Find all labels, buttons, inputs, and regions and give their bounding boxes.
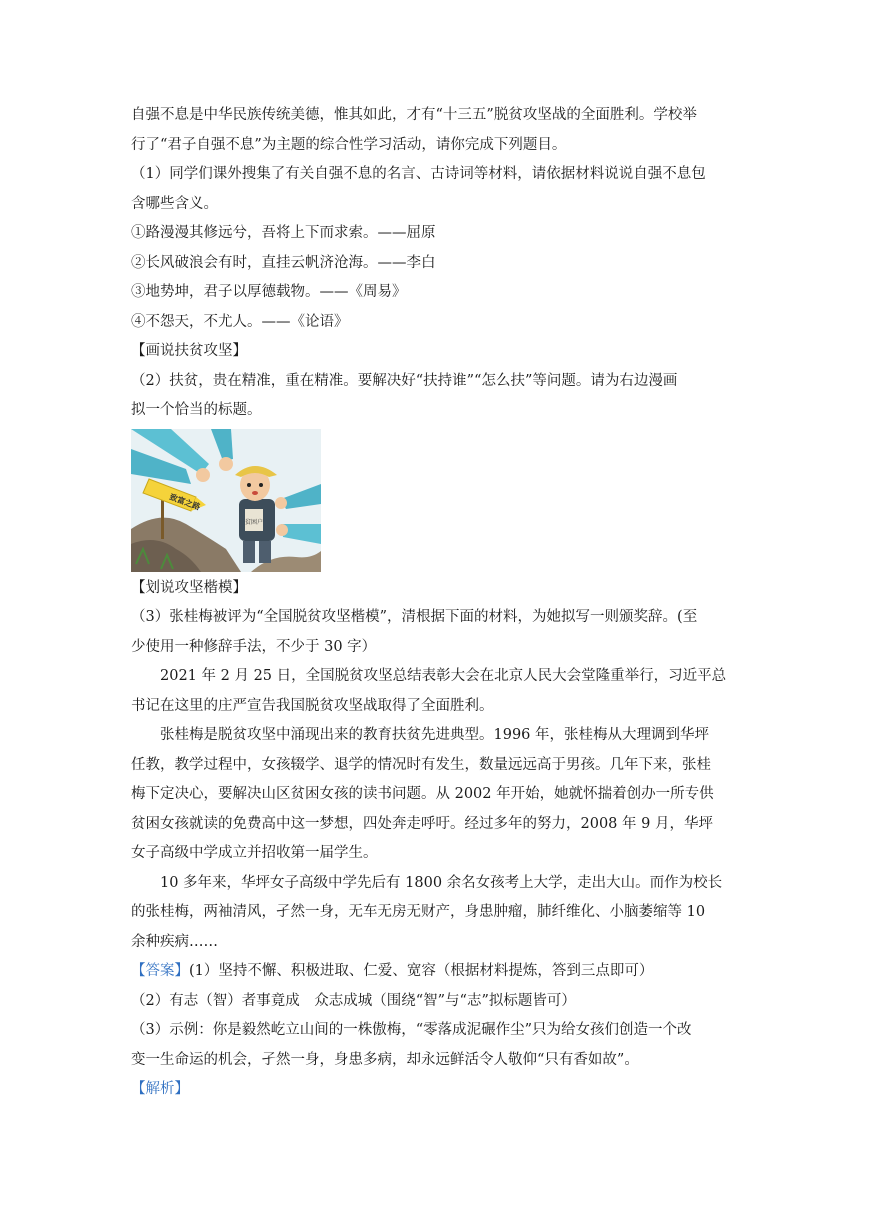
material-p3-line-2: 的张桂梅，两袖清风，孑然一身，无车无房无财产，身患肿瘤，肺纤维化、小脑萎缩等 10 <box>131 904 706 920</box>
analysis-line <box>131 1075 753 1105</box>
answer-line-1 <box>131 957 753 987</box>
intro-line-1: 自强不息是中华民族传统美德，惟其如此，才有“十三五”脱贫攻坚战的全面胜利。学校举 <box>131 107 697 123</box>
answer-3-line-2: 变一生命运的机会，孑然一身，身患多病，却永远鲜活令人敬仰“只有香如故”。 <box>131 1051 639 1068</box>
material-p1-line-2: 书记在这里的庄严宣告我国脱贫攻坚战取得了全面胜利。 <box>131 697 494 714</box>
material-p2-line-4: 贫困女孩就读的免费高中这一梦想，四处奔走呼吁。经过多年的努力，2008 年 9 月，华坪 <box>131 815 713 832</box>
poverty-alleviation-comic <box>131 429 321 572</box>
analysis-label: 【解析】 <box>131 1081 189 1097</box>
quote-1: ①路漫漫其修远兮，吾将上下而求索。——屈原 <box>131 225 436 241</box>
comic-badge-text: 贫困户 <box>244 518 264 526</box>
quote-2: ②长风破浪会有时，直挂云帆济沧海。——李白 <box>131 254 436 271</box>
material-p2-line-5: 女子高级中学成立并招收第一届学生。 <box>131 845 378 861</box>
intro-line-2: 行了“君子自强不息”为主题的综合性学习活动，请你完成下列题目。 <box>131 136 567 153</box>
q2-line-2: 拟一个恰当的标题。 <box>131 402 262 418</box>
material-p2-line-3: 梅下定决心，要解决山区贫困女孩的读书问题。从 2002 年开始，她就怀揣着创办一所专供 <box>131 786 714 802</box>
quote-4: ④不怨天，不尤人。——《论语》 <box>131 313 349 330</box>
material-p3-line-1: 10 多年来，华坪女子高级中学先后有 1800 余名女孩考上大学，走出大山。而作为校长 <box>160 874 723 891</box>
answer-label: 【答案】 <box>131 963 189 979</box>
section-heading-model: 【划说攻坚楷模】 <box>131 579 247 596</box>
material-p3-line-3: 余种疾病…… <box>131 933 218 950</box>
q2-line-1: （2）扶贫，贵在精准，重在精准。要解决好“扶持谁”“怎么扶”等问题。请为右边漫画 <box>131 372 678 389</box>
section-heading-huashuo: 【画说扶贫攻坚】 <box>131 343 247 359</box>
q3-line-2: 少使用一种修辞手法，不少于 30 字） <box>131 638 377 655</box>
q3-line-1: （3）张桂梅被评为“全国脱贫攻坚楷模”，清根据下面的材料，为她拟写一则颁奖辞。(至 <box>131 609 698 625</box>
q1-line-2: 含哪些含义。 <box>131 195 218 212</box>
answer-3-line-1: （3）示例：你是毅然屹立山间的一株傲梅，“零落成泥碾作尘”只为给女孩们创造一个改 <box>131 1022 692 1038</box>
comic-sign-text: 致富之路 <box>168 491 202 512</box>
material-p2-line-2: 任教，教学过程中，女孩辍学、退学的情况时有发生，数量远远高于男孩。几年下来，张桂 <box>131 756 711 773</box>
material-p1-line-1: 2021 年 2 月 25 日，全国脱贫攻坚总结表彰大会在北京人民大会堂隆重举行，习近平总 <box>160 668 727 684</box>
material-p2-line-1: 张桂梅是脱贫攻坚中涌现出来的教育扶贫先进典型。1996 年，张桂梅从大理调到华坪 <box>160 727 710 743</box>
answer-1: (1）坚持不懈、积极进取、仁爱、宽容（根据材料提炼，答到三点即可） <box>189 963 654 979</box>
answer-2: （2）有志（智）者事竟成 众志成城（围绕“智”与“志”拟标题皆可） <box>131 992 576 1009</box>
question-content <box>131 101 753 1105</box>
q1-line-1: （1）同学们课外搜集了有关自强不息的名言、古诗词等材料，请依据材料说说自强不息包 <box>131 166 706 182</box>
quote-3: ③地势坤，君子以厚德载物。——《周易》 <box>131 284 407 300</box>
